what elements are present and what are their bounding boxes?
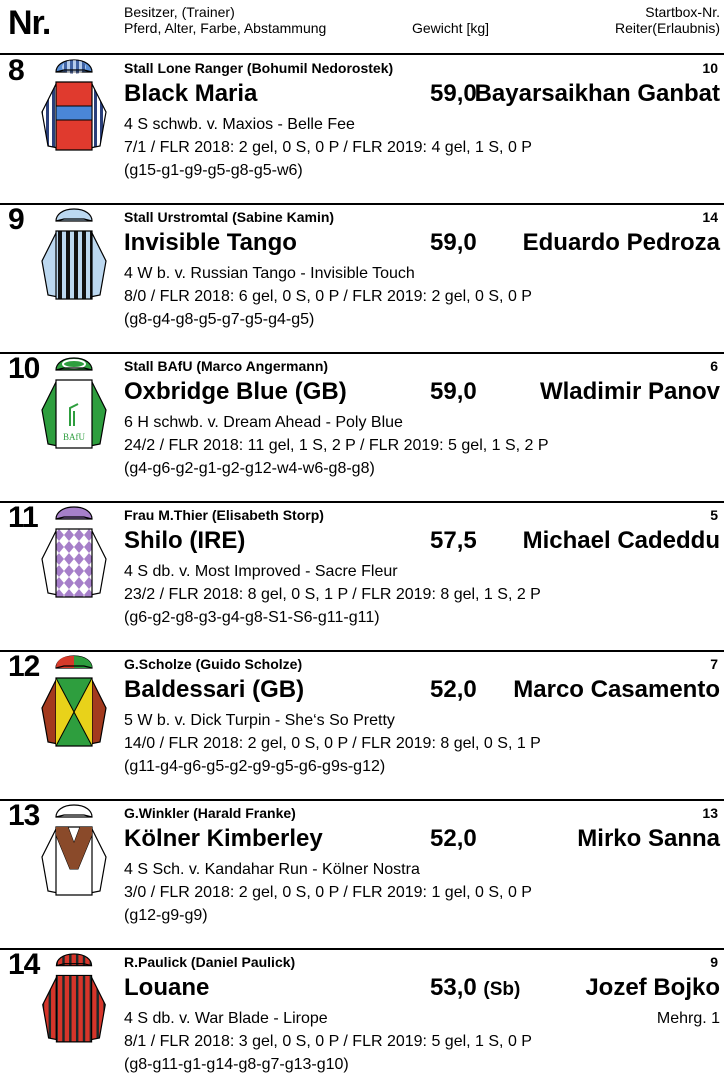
owner-trainer: R.Paulick (Daniel Paulick) [124,954,296,970]
weight-note: (Sb) [483,979,521,1000]
owner-trainer: G.Scholze (Guido Scholze) [124,656,303,672]
form-line: (g12-g9-g9) [124,907,208,924]
owner-trainer: Stall BAfU (Marco Angermann) [124,358,329,374]
divider [0,501,724,503]
weight [430,378,477,406]
weight-value: 52,0 [430,676,477,703]
race-record: 8/1 / FLR 2018: 3 gel, 0 S, 0 P / FLR 2019: 5 gel, 1 S, 0 P [124,1033,532,1050]
jockey-silks-icon [34,803,114,933]
rider-label: Reiter(Erlaubnis) [614,20,720,36]
entry-number: 10 [8,352,40,385]
race-entry [0,352,724,506]
weight [430,80,477,108]
entry-number: 13 [8,799,40,832]
jockey-silks-icon [34,356,114,486]
horse-name: Kölner Kimberley [124,825,323,852]
startbox-number: 7 [710,656,718,672]
entry-number: 11 [8,501,38,534]
divider [0,948,724,950]
weight [430,825,477,853]
race-entry [0,650,724,804]
pedigree: 4 W b. v. Russian Tango - Invisible Touch [124,265,415,282]
race-record: 24/2 / FLR 2018: 11 gel, 1 S, 2 P / FLR 2019: 5 gel, 1 S, 2 P [124,437,549,454]
weight [430,676,477,704]
rider-name: Eduardo Pedroza [522,229,720,256]
form-line: (g6-g2-g8-g3-g4-g8-S1-S6-g11-g11) [124,609,380,626]
pedigree: 4 S db. v. Most Improved - Sacre Fleur [124,563,398,580]
race-entry [0,799,724,953]
weight-value: 59,0 [430,229,477,256]
weight [430,527,477,555]
divider [0,650,724,652]
horse-details-label: Pferd, Alter, Farbe, Abstammung [124,20,327,36]
startbox-number: 9 [710,954,718,970]
weight-value: 59,0 [430,80,477,107]
rider-name: Wladimir Panov [539,378,720,405]
form-line: (g11-g4-g6-g5-g2-g9-g5-g6-g9s-g12) [124,758,386,775]
pedigree: 4 S Sch. v. Kandahar Run - Kölner Nostra [124,861,420,878]
divider [0,352,724,354]
startbox-number: 14 [702,209,718,225]
startbox-number: 6 [710,358,718,374]
weight-value: 53,0 [430,974,477,1001]
extra-note: Mehrg. 1 [656,1010,720,1027]
pedigree: 4 S db. v. War Blade - Lirope [124,1010,328,1027]
form-line: (g8-g11-g1-g14-g8-g7-g13-g10) [124,1056,349,1073]
weight [430,229,477,257]
horse-name: Invisible Tango [124,229,297,256]
rider-name: Marco Casamento [513,676,720,703]
rider-name: Michael Cadeddu [522,527,720,554]
jockey-silks-icon [34,207,114,337]
divider [0,203,724,205]
entry-number: 12 [8,650,40,683]
weight-value: 57,5 [430,527,477,554]
owner-trainer: Frau M.Thier (Elisabeth Storp) [124,507,324,523]
race-record: 7/1 / FLR 2018: 2 gel, 0 S, 0 P / FLR 2019: 4 gel, 1 S, 0 P [124,139,532,156]
jockey-silks-icon [34,654,114,784]
owner-trainer: Stall Urstromtal (Sabine Kamin) [124,209,335,225]
entry-number: 14 [8,948,40,981]
pedigree: 4 S schwb. v. Maxios - Belle Fee [124,116,355,133]
entry-number: 9 [8,203,24,236]
startbox-label: Startbox-Nr. [645,4,720,20]
horse-name: Louane [124,974,210,1001]
startbox-number: 10 [702,60,718,76]
rider-name: Mirko Sanna [577,825,720,852]
race-entry [0,203,724,357]
horse-name: Black Maria [124,80,258,107]
jockey-silks-icon [34,58,114,188]
silk-lettering: BAfU [63,432,85,442]
owner-horse-heading [124,4,326,36]
form-line: (g8-g4-g8-g5-g7-g5-g4-g5) [124,311,315,328]
divider [0,53,724,55]
box-rider-heading [615,4,720,36]
rider-name: Bayarsaikhan Ganbat [474,80,720,107]
weight-heading: Gewicht [kg] [412,20,490,36]
weight-value: 59,0 [430,378,477,405]
rider-name: Jozef Bojko [585,974,720,1001]
horse-name: Baldessari (GB) [124,676,305,703]
startbox-number: 13 [702,805,718,821]
race-record: 14/0 / FLR 2018: 2 gel, 0 S, 0 P / FLR 2019: 8 gel, 0 S, 1 P [124,735,541,752]
jockey-silks-icon [34,505,114,635]
nr-heading: Nr. [8,4,51,42]
form-line: (g4-g6-g2-g1-g2-g12-w4-w6-g8-g8) [124,460,375,477]
jockey-silks-icon [34,952,114,1079]
horse-name: Oxbridge Blue (GB) [124,378,347,405]
owner-trainer: G.Winkler (Harald Franke) [124,805,296,821]
race-record: 23/2 / FLR 2018: 8 gel, 0 S, 1 P / FLR 2019: 8 gel, 1 S, 2 P [124,586,541,603]
table-header [0,0,724,52]
pedigree: 5 W b. v. Dick Turpin - She‘s So Pretty [124,712,395,729]
startbox-number: 5 [710,507,718,523]
entry-number: 8 [8,54,24,87]
horse-name: Shilo (IRE) [124,527,246,554]
race-entry [0,54,724,208]
owner-trainer: Stall Lone Ranger (Bohumil Nedorostek) [124,60,394,76]
form-line: (g15-g1-g9-g5-g8-g5-w6) [124,162,303,179]
race-entry [0,948,724,1079]
owner-trainer-label: Besitzer, (Trainer) [124,4,235,20]
race-record: 3/0 / FLR 2018: 2 gel, 0 S, 0 P / FLR 2019: 1 gel, 0 S, 0 P [124,884,532,901]
weight-value: 52,0 [430,825,477,852]
race-entry [0,501,724,655]
pedigree: 6 H schwb. v. Dream Ahead - Poly Blue [124,414,403,431]
weight [430,974,520,1002]
divider [0,799,724,801]
race-record: 8/0 / FLR 2018: 6 gel, 0 S, 0 P / FLR 2019: 2 gel, 0 S, 0 P [124,288,532,305]
